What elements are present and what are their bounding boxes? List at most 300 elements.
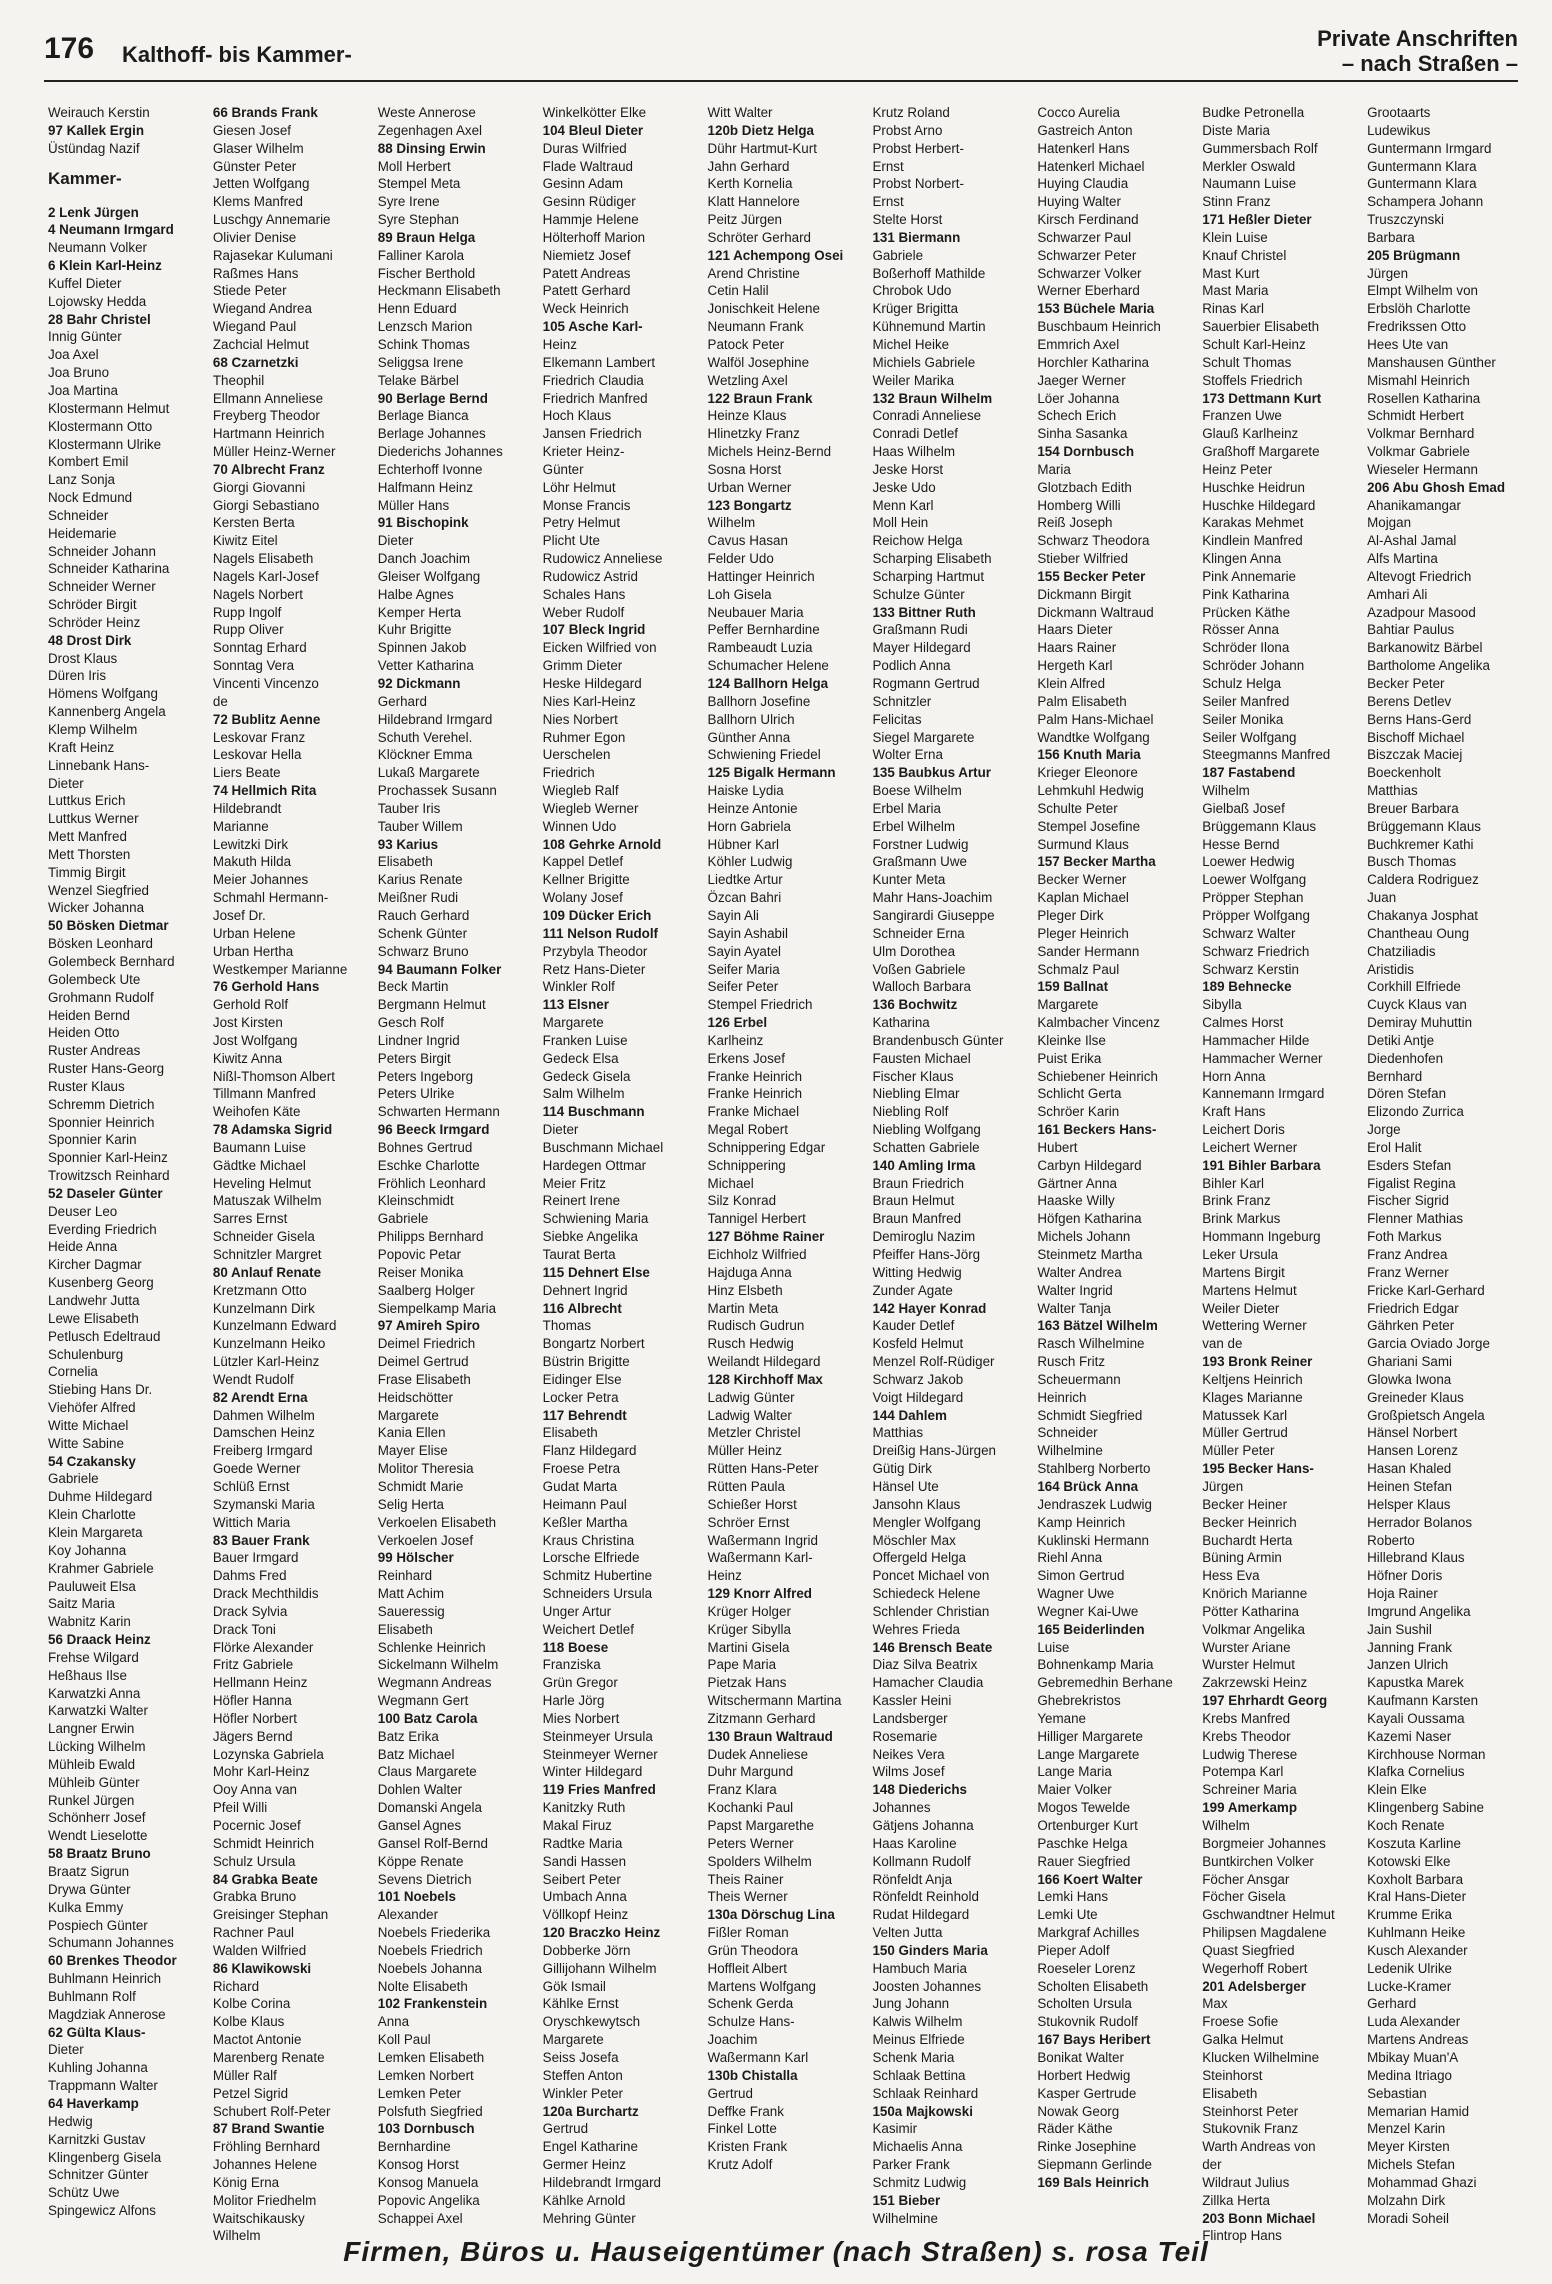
directory-entry: Peitz Jürgen	[707, 212, 782, 228]
directory-entry: Lemken Elisabeth	[377, 2049, 485, 2065]
directory-entry: Kraft Hans	[1202, 1104, 1266, 1120]
directory-entry: Föcher Gisela	[1202, 1889, 1286, 1905]
directory-entry: Stempel Josefine	[1037, 818, 1141, 834]
directory-entry: Franke Heinrich	[707, 1086, 803, 1102]
directory-entry: Schumacher Helene	[707, 658, 829, 674]
directory-entry: Merkler Oswald	[1202, 158, 1296, 174]
directory-entry: Schmidt Siegfried	[1037, 1407, 1143, 1423]
directory-entry: Heimann Paul	[542, 1496, 627, 1512]
directory-entry: Rudowicz Astrid	[542, 568, 638, 584]
directory-entry: Bischoff Michael	[1367, 729, 1465, 745]
directory-entry: Haaske Willy	[1037, 1193, 1115, 1209]
directory-entry: Horbert Hedwig	[1037, 2067, 1131, 2083]
directory-entry: Zakrzewski Heinz	[1202, 1675, 1308, 1691]
directory-entry: 154 Dornbusch	[1037, 444, 1135, 460]
directory-entry: Philipsen Magdalene	[1202, 1925, 1327, 1941]
directory-entry: Lemki Ute	[1037, 1907, 1098, 1923]
directory-entry: Krebs Theodor	[1202, 1728, 1291, 1744]
directory-entry: Felicitas	[872, 711, 922, 727]
directory-entry: Waßermann Karl	[707, 2049, 809, 2065]
directory-entry: Kazemi Naser	[1367, 1728, 1452, 1744]
directory-entry: Flenner Mathias	[1367, 1211, 1464, 1227]
directory-entry: Lozynska Gabriela	[212, 1746, 324, 1762]
directory-entry: Rösser Anna	[1202, 622, 1279, 638]
directory-entry: Deffke Frank	[707, 2103, 784, 2119]
directory-entry: Heinze Antonie	[707, 800, 798, 816]
directory-entry: Klafka Cornelius	[1367, 1764, 1465, 1780]
directory-entry: Gebremedhin Berhane	[1037, 1675, 1173, 1691]
directory-entry: Probst Arno	[872, 122, 943, 138]
directory-entry: Dieter	[48, 2042, 84, 2058]
directory-entry: Pfeil Willi	[212, 1800, 268, 1816]
directory-entry: Gerhard	[1367, 1996, 1417, 2012]
directory-entry: Kristen Frank	[707, 2139, 788, 2155]
directory-entry: Hattinger Heinrich	[707, 568, 815, 584]
directory-entry: Steinmetz Martha	[1037, 1247, 1143, 1262]
page-header	[44, 22, 1518, 82]
directory-entry: 120 Braczko Heinz	[542, 1925, 661, 1941]
directory-entry: Brink Franz	[1202, 1193, 1271, 1209]
directory-entry: Mojgan	[1367, 515, 1412, 531]
directory-entry: Runkel Jürgen	[48, 1792, 135, 1808]
directory-entry: Wegmann Gert	[377, 1693, 469, 1709]
directory-entry: Neumann Frank	[707, 319, 804, 335]
directory-entry: Wandtke Wolfgang	[1037, 729, 1150, 745]
directory-entry: Müller Ralf	[212, 2067, 277, 2083]
directory-entry: Johannes Helene	[212, 2157, 318, 2173]
directory-entry: Pieper Adolf	[1037, 1942, 1110, 1958]
directory-entry: Jonischkeit Helene	[707, 301, 820, 317]
directory-entry: Wiegand Paul	[212, 319, 297, 335]
directory-entry: Schneider Erna	[872, 925, 965, 941]
directory-entry: Karnitzki Gustav	[48, 2131, 146, 2147]
directory-entry: Voigt Hildegard	[872, 1389, 964, 1405]
directory-entry: 195 Becker Hans-	[1202, 1461, 1314, 1477]
directory-entry: Heinen Stefan	[1367, 1478, 1452, 1494]
directory-entry: Matussek Karl	[1202, 1407, 1288, 1423]
directory-entry: Wilhelm	[1202, 1818, 1250, 1833]
directory-entry: Lucke-Kramer	[1367, 1978, 1452, 1994]
directory-entry: Urban Werner	[707, 479, 792, 495]
directory-entry: Fischer Berthold	[377, 265, 476, 281]
directory-entry: Olivier Denise	[212, 229, 297, 245]
directory-entry: Völlkopf Heinz	[542, 1907, 629, 1923]
directory-entry: Esders Stefan	[1367, 1157, 1452, 1173]
directory-entry: 6 Klein Karl-Heinz	[48, 258, 162, 274]
directory-entry: Ruster Andreas	[48, 1043, 141, 1059]
directory-entry: Haars Dieter	[1037, 622, 1113, 638]
directory-entry: Seifer Peter	[707, 979, 779, 995]
directory-entry: Papst Margarethe	[707, 1818, 814, 1833]
directory-entry: 128 Kirchhoff Max	[707, 1371, 823, 1387]
directory-entry: 116 Albrecht	[542, 1300, 622, 1316]
directory-entry: Erbel Wilhelm	[872, 818, 956, 834]
directory-entry: Seiler Monika	[1202, 711, 1284, 727]
directory-entry: Glauß Karlheinz	[1202, 426, 1299, 442]
directory-column	[708, 104, 863, 2245]
directory-entry: Cavus Hasan	[707, 533, 788, 549]
directory-entry: Erkens Josef	[707, 1050, 785, 1066]
directory-entry: Meyer Kirsten	[1367, 2139, 1450, 2155]
directory-entry: Becker Heiner	[1202, 1496, 1288, 1512]
directory-entry: Katharina	[872, 1015, 930, 1031]
directory-entry: Reinhard	[377, 1568, 433, 1584]
directory-entry: Stempel Friedrich	[707, 997, 813, 1013]
directory-entry: Lorsche Elfriede	[542, 1550, 640, 1566]
directory-entry: Wolter Erna	[872, 747, 943, 763]
directory-entry: Rudowicz Anneliese	[542, 551, 663, 567]
directory-entry: Weilandt Hildegard	[707, 1354, 821, 1370]
directory-entry: Elkemann Lambert	[542, 354, 656, 370]
directory-entry: Hansen Lorenz	[1367, 1443, 1458, 1459]
directory-entry: Pleger Dirk	[1037, 907, 1104, 923]
directory-entry: Noebels Johanna	[377, 1960, 482, 1976]
directory-entry: Winkler Rolf	[542, 979, 615, 995]
directory-entry: Bohnes Gertrud	[377, 1139, 473, 1155]
directory-entry: Saitz Maria	[48, 1596, 115, 1612]
directory-entry: Jahn Gerhard	[707, 158, 790, 174]
directory-entry: Ledenik Ulrike	[1367, 1960, 1452, 1976]
directory-entry: Bonikat Walter	[1037, 2049, 1124, 2065]
directory-entry: Jürgen	[1367, 265, 1409, 281]
directory-entry: Harle Jörg	[542, 1693, 605, 1709]
directory-entry: Leichert Doris	[1202, 1122, 1285, 1138]
directory-entry: Glowka Iwona	[1367, 1371, 1452, 1387]
directory-entry: Mies Norbert	[542, 1710, 620, 1726]
directory-entry: Grimm Dieter	[542, 658, 623, 674]
directory-entry: Beck Martin	[377, 979, 449, 995]
directory-entry: Markgraf Achilles	[1037, 1925, 1140, 1941]
directory-entry: Wurster Ariane	[1202, 1639, 1291, 1655]
directory-entry: Schmitz Ludwig	[872, 2174, 967, 2190]
directory-entry: Nagels Norbert	[212, 586, 303, 602]
directory-entry: Unger Artur	[542, 1603, 612, 1619]
directory-entry: Ladwig Günter	[707, 1389, 795, 1405]
directory-entry: Wehres Frieda	[872, 1621, 961, 1637]
directory-entry: Mett Thorsten	[48, 846, 131, 862]
directory-entry: Martin Meta	[707, 1300, 779, 1316]
directory-entry: Drack Toni	[212, 1621, 276, 1637]
directory-entry: Keltjens Heinrich	[1202, 1371, 1303, 1387]
directory-entry: Wolany Josef	[542, 890, 623, 906]
directory-entry: Heinze Klaus	[707, 408, 787, 424]
directory-entry: Leker Ursula	[1202, 1247, 1279, 1262]
directory-entry: Michiels Gabriele	[872, 354, 976, 370]
directory-entry: Weirauch Kerstin	[48, 105, 150, 120]
directory-entry: Kuklinski Hermann	[1037, 1532, 1149, 1548]
directory-entry: Kral Hans-Dieter	[1367, 1889, 1467, 1905]
directory-entry: Salm Wilhelm	[542, 1086, 625, 1102]
directory-entry: Rinke Josephine	[1037, 2139, 1137, 2155]
directory-entry: Rönfeldt Reinhold	[872, 1889, 979, 1905]
directory-entry: Guntermann Klara	[1367, 158, 1477, 174]
directory-entry: Sayin Ayatel	[707, 943, 781, 959]
directory-entry: Sinha Sasanka	[1037, 426, 1128, 442]
directory-entry: Siempelkamp Maria	[377, 1300, 497, 1316]
directory-entry: Greineder Klaus	[1367, 1389, 1464, 1405]
directory-entry: Hatenkerl Michael	[1037, 158, 1145, 174]
directory-entry: Theis Rainer	[707, 1871, 784, 1887]
directory-entry: Warth Andreas von	[1202, 2139, 1316, 2155]
directory-entry: Schult Karl-Heinz	[1202, 336, 1306, 352]
directory-entry: Horn Gabriela	[707, 818, 791, 834]
directory-entry: Hoffleit Albert	[707, 1960, 787, 1976]
directory-entry: 58 Braatz Bruno	[48, 1846, 151, 1862]
directory-entry: Tannigel Herbert	[707, 1211, 806, 1227]
directory-entry: 205 Brügmann	[1367, 247, 1461, 263]
directory-entry: Roeseler Lorenz	[1037, 1960, 1136, 1976]
directory-entry: Heiden Bernd	[48, 1007, 130, 1023]
directory-entry: Cetin Halil	[707, 283, 769, 299]
directory-entry: Steffen Anton	[542, 2067, 623, 2083]
directory-entry: Fischer Sigrid	[1367, 1193, 1449, 1209]
directory-entry: Kersten Berta	[212, 515, 295, 531]
directory-entry: Ghebrekristos	[1037, 1693, 1121, 1709]
directory-entry: Günter	[542, 461, 584, 477]
directory-entry: Spolders Wilhelm	[707, 1853, 812, 1869]
directory-entry: Meier Fritz	[542, 1175, 606, 1191]
directory-entry: Prochassek Susann	[377, 783, 497, 799]
directory-entry: Magdziak Annerose	[48, 2006, 166, 2022]
directory-entry: Velten Jutta	[872, 1925, 943, 1941]
directory-entry: Berlage Bianca	[377, 408, 469, 424]
directory-entry: Hasan Khaled	[1367, 1461, 1452, 1477]
directory-entry: Kuhlmann Heike	[1367, 1925, 1466, 1941]
directory-entry: Calmes Horst	[1202, 1015, 1284, 1031]
directory-entry: Karwatzki Anna	[48, 1685, 141, 1701]
directory-entry: Heinz	[542, 336, 577, 352]
directory-entry: Klingenberg Sabine	[1367, 1800, 1484, 1816]
directory-entry: Eichholz Wilfried	[707, 1247, 807, 1262]
directory-entry: Retz Hans-Dieter	[542, 961, 646, 977]
directory-entry: Krüger Holger	[707, 1603, 791, 1619]
directory-entry: Joachim	[707, 2032, 758, 2048]
directory-entry: Emmrich Axel	[1037, 336, 1120, 352]
directory-entry: Dahmen Wilhelm	[212, 1407, 315, 1423]
directory-entry: Anna	[377, 2014, 410, 2030]
directory-entry: Duhr Margund	[707, 1764, 794, 1780]
directory-entry: Schnippering Edgar	[707, 1139, 826, 1155]
directory-entry: der	[1202, 2157, 1222, 2173]
directory-entry: Klein Elke	[1367, 1782, 1427, 1798]
directory-entry: Moll Hein	[872, 515, 929, 531]
directory-entry: Joa Martina	[48, 382, 118, 398]
directory-entry: Reichow Helga	[872, 533, 963, 549]
directory-entry: 114 Buschmann	[542, 1104, 645, 1120]
directory-entry: Makal Firuz	[542, 1818, 612, 1833]
directory-entry: Hilliger Margarete	[1037, 1728, 1144, 1744]
directory-entry: Kuffel Dieter	[48, 275, 122, 291]
directory-entry: Niebling Elmar	[872, 1086, 960, 1102]
directory-entry: Huschke Heidrun	[1202, 479, 1305, 495]
directory-entry: Friedrich	[542, 765, 595, 781]
directory-entry: Kirsch Ferdinand	[1037, 212, 1139, 228]
directory-entry: Batz Erika	[377, 1728, 439, 1744]
directory-entry: Fischer Klaus	[872, 1068, 954, 1084]
directory-entry: Petry Helmut	[542, 515, 621, 531]
directory-entry: Winter Hildegard	[542, 1764, 643, 1780]
directory-entry: Hedwig	[48, 2113, 93, 2129]
directory-entry: Waitschikausky	[212, 2210, 305, 2226]
directory-entry: Popovic Angelika	[377, 2192, 480, 2208]
directory-entry: Haiske Lydia	[707, 783, 784, 799]
street-heading: Kammer-	[48, 168, 122, 188]
directory-entry: Gerhold Rolf	[212, 997, 289, 1013]
directory-entry: Gätjens Johanna	[872, 1818, 974, 1833]
directory-entry: Lücking Wilhelm	[48, 1739, 146, 1755]
directory-entry: 111 Nelson Rudolf	[542, 925, 658, 941]
directory-entry: Martens Birgit	[1202, 1264, 1285, 1280]
directory-entry: 124 Ballhorn Helga	[707, 676, 829, 691]
directory-entry: Philipps Bernhard	[377, 1229, 484, 1245]
directory-entry: Konsog Horst	[377, 2157, 459, 2173]
directory-entry: 78 Adamska Sigrid	[212, 1122, 333, 1138]
directory-entry: Schult Thomas	[1202, 354, 1292, 370]
directory-entry: Grabka Bruno	[212, 1889, 297, 1905]
directory-entry: Sebastian	[1367, 2085, 1427, 2101]
directory-entry: 199 Amerkamp	[1202, 1800, 1297, 1816]
directory-entry: Haars Rainer	[1037, 640, 1117, 656]
directory-entry: Lützler Karl-Heinz	[212, 1354, 320, 1370]
directory-entry: Freyberg Theodor	[212, 408, 320, 424]
directory-entry: Rütten Hans-Peter	[707, 1461, 819, 1477]
directory-entry: Gleiser Wolfgang	[377, 568, 481, 584]
directory-entry: Klein Charlotte	[48, 1507, 136, 1523]
directory-entry: 120a Burchartz	[542, 2103, 639, 2119]
directory-entry: Mogos Tewelde	[1037, 1800, 1131, 1816]
directory-entry: Kania Ellen	[377, 1425, 446, 1441]
directory-entry: Gährken Peter	[1367, 1318, 1455, 1334]
directory-entry: Loewer Wolfgang	[1202, 872, 1307, 888]
directory-entry: Franzen Uwe	[1202, 408, 1282, 424]
directory-entry: Klems Manfred	[212, 194, 303, 210]
directory-entry: Buchkremer Kathi	[1367, 836, 1474, 852]
directory-entry: Peters Birgit	[377, 1050, 451, 1066]
directory-entry: Dreißig Hans-Jürgen	[872, 1443, 996, 1459]
directory-entry: 84 Grabka Beate	[212, 1871, 318, 1887]
directory-entry: Heske Hildegard	[542, 676, 642, 691]
directory-entry: Lanz Sonja	[48, 472, 116, 488]
directory-entry: Becker Peter	[1367, 676, 1445, 691]
directory-entry: Schenk Maria	[872, 2049, 955, 2065]
directory-entry: Cocco Aurelia	[1037, 105, 1120, 120]
directory-entry: Schnippering	[707, 1157, 786, 1173]
directory-entry: Pröpper Stephan	[1202, 890, 1304, 906]
directory-entry: Schmitz Hubertine	[542, 1568, 653, 1584]
directory-entry: 118 Boese	[542, 1639, 609, 1655]
directory-entry: Ulm Dorothea	[872, 943, 956, 959]
directory-entry: Krüger Brigitta	[872, 301, 959, 317]
directory-entry: Janning Frank	[1367, 1639, 1452, 1655]
directory-entry: Neubauer Maria	[707, 604, 804, 620]
directory-entry: Mayer Elise	[377, 1443, 448, 1459]
directory-entry: Scholten Ursula	[1037, 1996, 1132, 2012]
directory-entry: Weihofen Käte	[212, 1104, 301, 1120]
directory-entry: Kayali Oussama	[1367, 1710, 1465, 1726]
directory-entry: Wenzel Siegfried	[48, 882, 149, 898]
directory-entry: Braun Manfred	[872, 1211, 962, 1227]
directory-entry: Helsper Klaus	[1367, 1496, 1451, 1512]
directory-entry: Stukovnik Rudolf	[1037, 2014, 1138, 2030]
directory-entry: Probst Norbert-	[872, 176, 964, 192]
directory-entry: Graßmann Uwe	[872, 854, 967, 870]
directory-entry: Megal Robert	[707, 1122, 788, 1138]
directory-entry: Ruster Hans-Georg	[48, 1061, 165, 1077]
directory-entry: Jost Wolfgang	[212, 1032, 298, 1048]
directory-entry: Schwarz Jakob	[872, 1371, 964, 1387]
directory-entry: Kählke Arnold	[542, 2192, 626, 2208]
directory-entry: Graßmann Rudi	[872, 622, 968, 638]
directory-entry: Schreiner Maria	[1202, 1782, 1297, 1798]
directory-entry: Kählke Ernst	[542, 1996, 619, 2012]
directory-entry: Karakas Mehmet	[1202, 515, 1304, 531]
directory-entry: Homberg Willi	[1037, 497, 1121, 513]
directory-entry: Ruhmer Egon	[542, 729, 626, 745]
directory-entry: Möschler Max	[872, 1532, 956, 1548]
directory-entry: Schneider Gisela	[212, 1229, 315, 1245]
directory-entry: 127 Böhme Rainer	[707, 1229, 825, 1245]
directory-entry: Volkmar Gabriele	[1367, 444, 1470, 460]
directory-entry: 119 Fries Manfred	[542, 1782, 656, 1798]
directory-entry: Conradi Detlef	[872, 426, 959, 442]
directory-entry: Barbara	[1367, 229, 1415, 245]
directory-entry: Bauer Irmgard	[212, 1550, 299, 1566]
directory-entry: Luschgy Annemarie	[212, 212, 331, 228]
page-number: 176	[44, 32, 95, 65]
directory-entry: Klages Marianne	[1202, 1389, 1303, 1405]
directory-entry: Klöckner Emma	[377, 747, 473, 763]
directory-entry: Michel Heike	[872, 336, 950, 352]
directory-entry: Schatten Gabriele	[872, 1139, 980, 1155]
directory-entry: Drost Klaus	[48, 650, 118, 666]
directory-entry: Kasimir	[872, 2121, 918, 2137]
directory-entry: Kanitzky Ruth	[542, 1800, 626, 1816]
directory-entry: Ernst	[872, 158, 904, 174]
directory-entry: Altevogt Friedrich	[1367, 568, 1472, 584]
directory-entry: Glotzbach Edith	[1037, 479, 1132, 495]
directory-column	[872, 104, 1027, 2245]
directory-entry: Rajasekar Kulumani	[212, 247, 333, 263]
directory-entry: Halbe Agnes	[377, 586, 454, 602]
directory-entry: Schulz Helga	[1202, 676, 1282, 691]
directory-entry: Jetten Wolfgang	[212, 176, 310, 192]
directory-entry: Kleinke Ilse	[1037, 1032, 1106, 1048]
directory-entry: 94 Baumann Folker	[377, 961, 502, 977]
directory-entry: Petlusch Edeltraud	[48, 1328, 161, 1344]
directory-entry: Fröhlich Leonhard	[377, 1175, 486, 1191]
directory-entry: Joa Axel	[48, 347, 99, 363]
directory-entry: Pröpper Wolfgang	[1202, 907, 1310, 923]
directory-entry: Großpietsch Angela	[1367, 1407, 1485, 1423]
directory-entry: Noebels Friederika	[377, 1925, 491, 1941]
directory-entry: Gesinn Adam	[542, 176, 624, 192]
directory-entry: Raßmes Hans	[212, 265, 299, 281]
directory-entry: Gielbaß Josef	[1202, 800, 1285, 816]
directory-entry: 167 Bays Heribert	[1037, 2032, 1151, 2048]
directory-entry: Silz Konrad	[707, 1193, 777, 1209]
directory-entry: Damschen Heinz	[212, 1425, 315, 1441]
directory-entry: Schremm Dietrich	[48, 1096, 155, 1112]
directory-entry: Landwehr Jutta	[48, 1293, 140, 1308]
directory-entry: Berens Detlev	[1367, 693, 1452, 709]
directory-entry: Wegner Kai-Uwe	[1037, 1603, 1139, 1619]
directory-entry: Nies Karl-Heinz	[542, 693, 636, 709]
directory-entry: Kaufmann Karsten	[1367, 1693, 1479, 1709]
directory-entry: Krahmer Gabriele	[48, 1560, 154, 1576]
directory-entry: Rasch Wilhelmine	[1037, 1336, 1145, 1352]
directory-entry: Boese Wilhelm	[872, 783, 962, 799]
directory-entry: Brandenbusch Günter	[872, 1032, 1004, 1048]
